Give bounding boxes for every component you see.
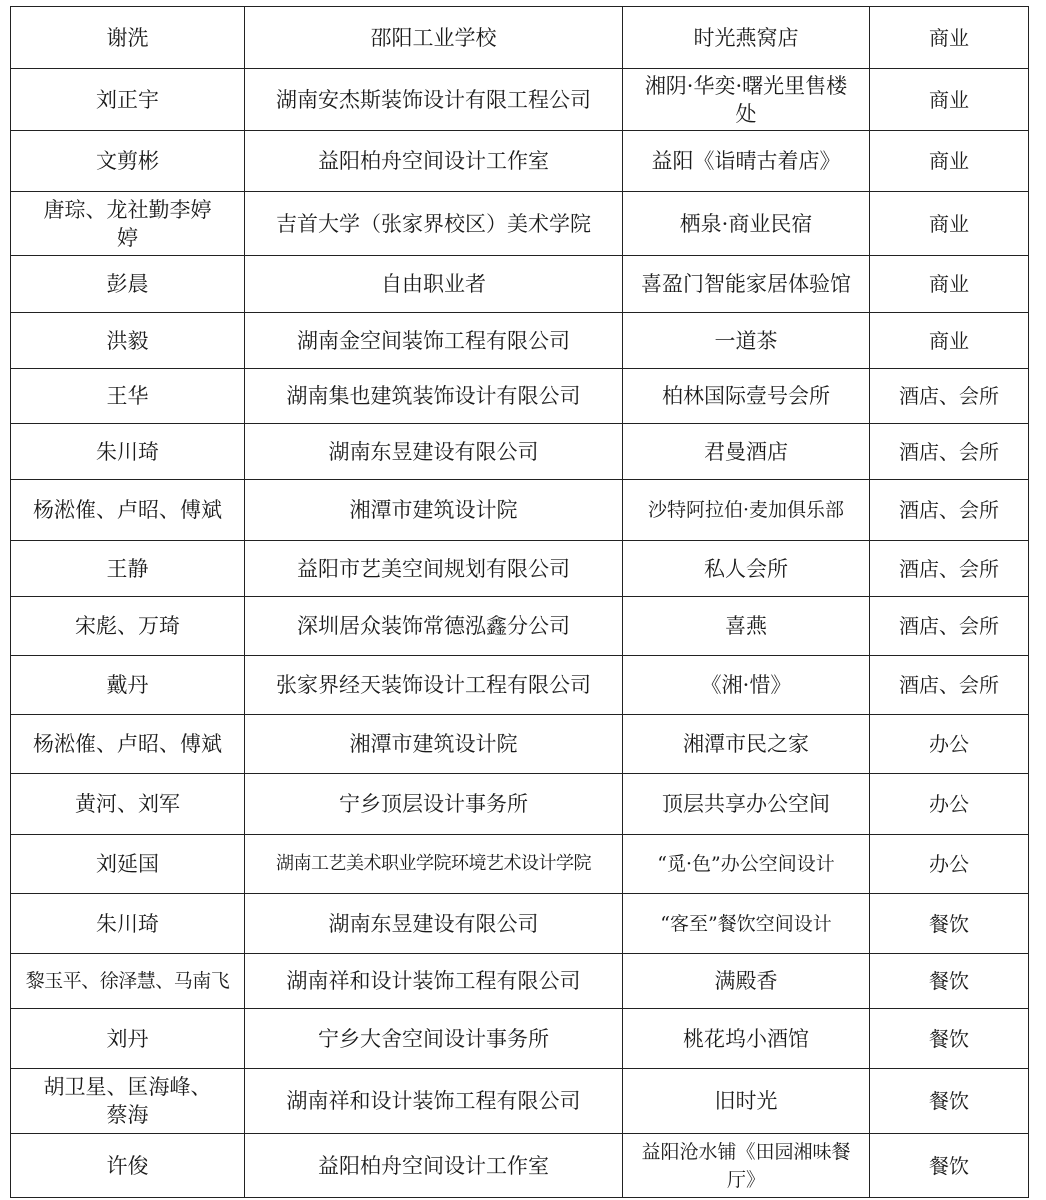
work-title-cell: 喜燕 (623, 597, 870, 656)
table-row (11, 597, 1029, 656)
category-cell: 酒店、会所 (870, 597, 1029, 656)
designer-cell: 朱川琦 (11, 424, 245, 480)
category-cell: 餐饮 (870, 1134, 1029, 1198)
designer-cell: 黎玉平、徐泽慧、马南飞 (11, 954, 245, 1009)
designer-cell: 黄河、刘军 (11, 774, 245, 835)
designer-cell: 唐琮、龙社勤李婷婷 (11, 192, 245, 256)
category-cell: 办公 (870, 835, 1029, 894)
organization-cell: 湖南东昱建设有限公司 (245, 894, 623, 954)
organization-cell: 益阳柏舟空间设计工作室 (245, 1134, 623, 1198)
designer-cell: 彭晨 (11, 256, 245, 313)
category-cell: 酒店、会所 (870, 541, 1029, 597)
work-title-cell: 旧时光 (623, 1069, 870, 1134)
table-row (11, 313, 1029, 369)
organization-cell: 湖南东昱建设有限公司 (245, 424, 623, 480)
table-row (11, 954, 1029, 1009)
organization-cell: 张家界经天装饰设计工程有限公司 (245, 656, 623, 715)
category-cell: 办公 (870, 774, 1029, 835)
designer-cell: 洪毅 (11, 313, 245, 369)
category-cell: 商业 (870, 7, 1029, 69)
category-cell: 餐饮 (870, 894, 1029, 954)
designer-cell: 朱川琦 (11, 894, 245, 954)
category-cell: 商业 (870, 131, 1029, 192)
designer-cell: 谢洗 (11, 7, 245, 69)
designer-cell: 刘正宇 (11, 69, 245, 131)
table-row (11, 894, 1029, 954)
table-row (11, 131, 1029, 192)
table-row (11, 715, 1029, 774)
table-row (11, 656, 1029, 715)
work-title-cell: “觅·色”办公空间设计 (623, 835, 870, 894)
designer-cell: 戴丹 (11, 656, 245, 715)
table-row (11, 256, 1029, 313)
organization-cell: 湖南集也建筑装饰设计有限公司 (245, 369, 623, 424)
work-title-cell: 益阳沧水铺《田园湘味餐厅》 (623, 1134, 870, 1198)
work-title-cell: 桃花坞小酒馆 (623, 1009, 870, 1069)
organization-cell: 湘潭市建筑设计院 (245, 480, 623, 541)
table-row (11, 1009, 1029, 1069)
organization-cell: 湖南祥和设计装饰工程有限公司 (245, 1069, 623, 1134)
category-cell: 商业 (870, 69, 1029, 131)
category-cell: 餐饮 (870, 1009, 1029, 1069)
organization-cell: 湖南安杰斯装饰设计有限工程公司 (245, 69, 623, 131)
table-row (11, 7, 1029, 69)
work-title-cell: 柏林国际壹号会所 (623, 369, 870, 424)
organization-cell: 宁乡大舍空间设计事务所 (245, 1009, 623, 1069)
organization-cell: 深圳居众装饰常德泓鑫分公司 (245, 597, 623, 656)
category-cell: 酒店、会所 (870, 369, 1029, 424)
work-title-cell: 私人会所 (623, 541, 870, 597)
category-cell: 办公 (870, 715, 1029, 774)
organization-cell: 湖南金空间装饰工程有限公司 (245, 313, 623, 369)
table-row (11, 774, 1029, 835)
work-title-cell: 君曼酒店 (623, 424, 870, 480)
work-title-cell: 顶层共享办公空间 (623, 774, 870, 835)
category-cell: 商业 (870, 256, 1029, 313)
organization-cell: 益阳柏舟空间设计工作室 (245, 131, 623, 192)
designer-cell: 文剪彬 (11, 131, 245, 192)
organization-cell: 邵阳工业学校 (245, 7, 623, 69)
work-title-cell: “客至”餐饮空间设计 (623, 894, 870, 954)
work-title-cell: 满殿香 (623, 954, 870, 1009)
category-cell: 酒店、会所 (870, 424, 1029, 480)
designer-cell: 刘丹 (11, 1009, 245, 1069)
designer-cell: 王华 (11, 369, 245, 424)
table-row (11, 1069, 1029, 1134)
designer-cell: 杨淞傕、卢昭、傅斌 (11, 480, 245, 541)
category-cell: 酒店、会所 (870, 656, 1029, 715)
category-cell: 餐饮 (870, 954, 1029, 1009)
organization-cell: 湖南工艺美术职业学院环境艺术设计学院 (245, 835, 623, 894)
table-row (11, 424, 1029, 480)
designer-cell: 许俊 (11, 1134, 245, 1198)
work-title-cell: 栖泉·商业民宿 (623, 192, 870, 256)
work-title-cell: 湘潭市民之家 (623, 715, 870, 774)
designer-cell: 杨淞傕、卢昭、傅斌 (11, 715, 245, 774)
work-title-cell: 喜盈门智能家居体验馆 (623, 256, 870, 313)
work-title-cell: 一道茶 (623, 313, 870, 369)
designer-cell: 宋彪、万琦 (11, 597, 245, 656)
table-row (11, 192, 1029, 256)
award-table (10, 6, 1029, 1198)
category-cell: 酒店、会所 (870, 480, 1029, 541)
organization-cell: 宁乡顶层设计事务所 (245, 774, 623, 835)
table-row (11, 69, 1029, 131)
designer-cell: 王静 (11, 541, 245, 597)
designer-cell: 刘延国 (11, 835, 245, 894)
table-row (11, 1134, 1029, 1198)
organization-cell: 湖南祥和设计装饰工程有限公司 (245, 954, 623, 1009)
table-row (11, 835, 1029, 894)
work-title-cell: 时光燕窝店 (623, 7, 870, 69)
organization-cell: 吉首大学（张家界校区）美术学院 (245, 192, 623, 256)
table-row (11, 480, 1029, 541)
work-title-cell: 沙特阿拉伯·麦加俱乐部 (623, 480, 870, 541)
designer-cell: 胡卫星、匡海峰、蔡海 (11, 1069, 245, 1134)
category-cell: 商业 (870, 313, 1029, 369)
organization-cell: 益阳市艺美空间规划有限公司 (245, 541, 623, 597)
work-title-cell: 《湘·惜》 (623, 656, 870, 715)
work-title-cell: 湘阴·华奕·曙光里售楼处 (623, 69, 870, 131)
table-row (11, 369, 1029, 424)
table-row (11, 541, 1029, 597)
organization-cell: 自由职业者 (245, 256, 623, 313)
work-title-cell: 益阳《诣晴古着店》 (623, 131, 870, 192)
category-cell: 商业 (870, 192, 1029, 256)
organization-cell: 湘潭市建筑设计院 (245, 715, 623, 774)
category-cell: 餐饮 (870, 1069, 1029, 1134)
